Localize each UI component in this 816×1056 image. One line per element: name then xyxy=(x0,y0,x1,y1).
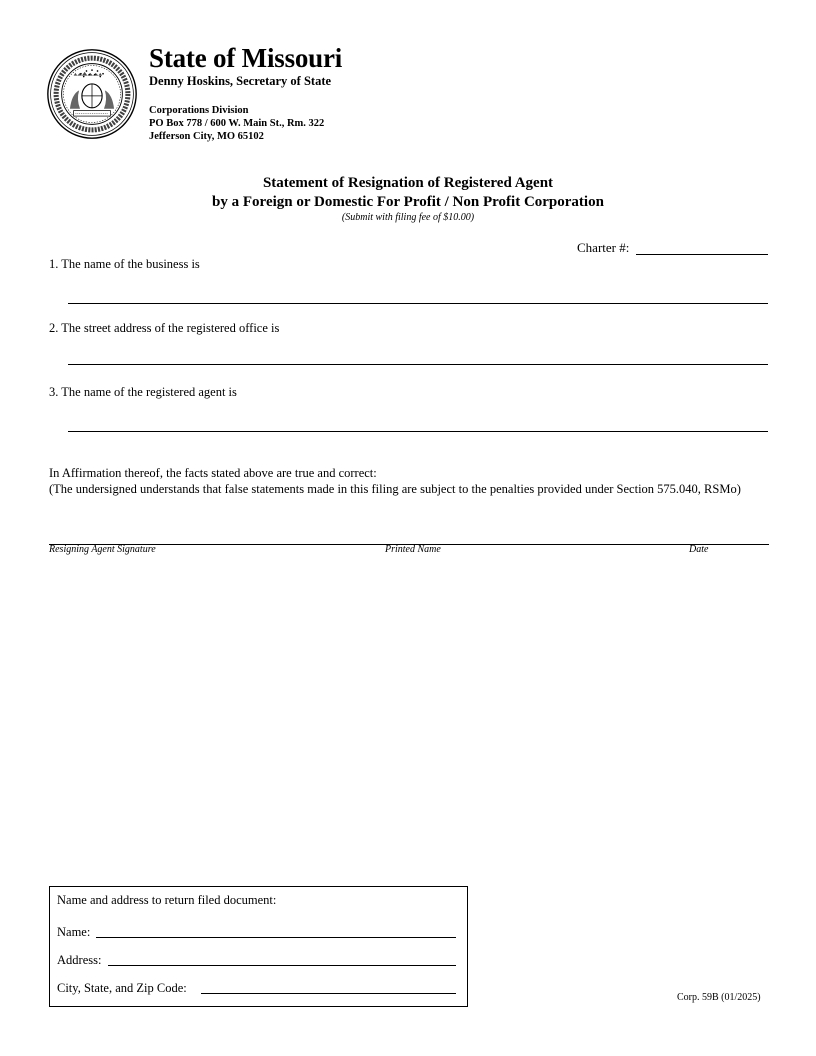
form-title-line-2: by a Foreign or Domestic For Profit / Non Profit Corporation xyxy=(212,194,604,210)
registered-office-field[interactable] xyxy=(68,364,768,365)
return-box-heading: Name and address to return filed document: xyxy=(57,893,277,907)
state-title: State of Missouri xyxy=(149,43,343,73)
question-registered-agent: 3. The name of the registered agent is xyxy=(49,385,237,399)
address-line-2: Jefferson City, MO 65102 xyxy=(149,131,264,142)
division-name: Corporations Division xyxy=(149,105,249,116)
return-address-box xyxy=(49,886,468,1007)
penalty-notice: (The undersigned understands that false statements made in this filing are subject to the penalties provided under Section 575.040, RSMo) xyxy=(49,482,741,496)
secretary-of-state: Denny Hoskins, Secretary of State xyxy=(149,74,332,88)
affirmation-statement: In Affirmation thereof, the facts stated above are true and correct: xyxy=(49,466,377,480)
missouri-state-seal xyxy=(46,48,138,140)
question-registered-office: 2. The street address of the registered office is xyxy=(49,321,280,335)
question-business-name: 1. The name of the business is xyxy=(49,257,200,271)
return-name-field[interactable] xyxy=(96,937,456,938)
return-address-field[interactable] xyxy=(108,965,456,966)
return-address-label: Address: xyxy=(57,953,102,967)
charter-number-field[interactable] xyxy=(636,254,768,255)
printed-name-label: Printed Name xyxy=(385,544,441,555)
filing-fee-note: (Submit with filing fee of $10.00) xyxy=(341,212,475,223)
return-city-field[interactable] xyxy=(201,993,456,994)
signature-label: Resigning Agent Signature xyxy=(49,544,156,555)
return-name-label: Name: xyxy=(57,925,91,939)
business-name-field[interactable] xyxy=(68,303,768,304)
charter-label: Charter #: xyxy=(577,240,630,255)
registered-agent-field[interactable] xyxy=(68,431,768,432)
form-code: Corp. 59B (01/2025) xyxy=(677,992,761,1003)
return-city-label: City, State, and Zip Code: xyxy=(57,981,187,995)
form-title-line-1: Statement of Resignation of Registered Agent xyxy=(262,175,554,191)
address-line-1: PO Box 778 / 600 W. Main St., Rm. 322 xyxy=(149,118,325,129)
date-label: Date xyxy=(689,544,709,555)
